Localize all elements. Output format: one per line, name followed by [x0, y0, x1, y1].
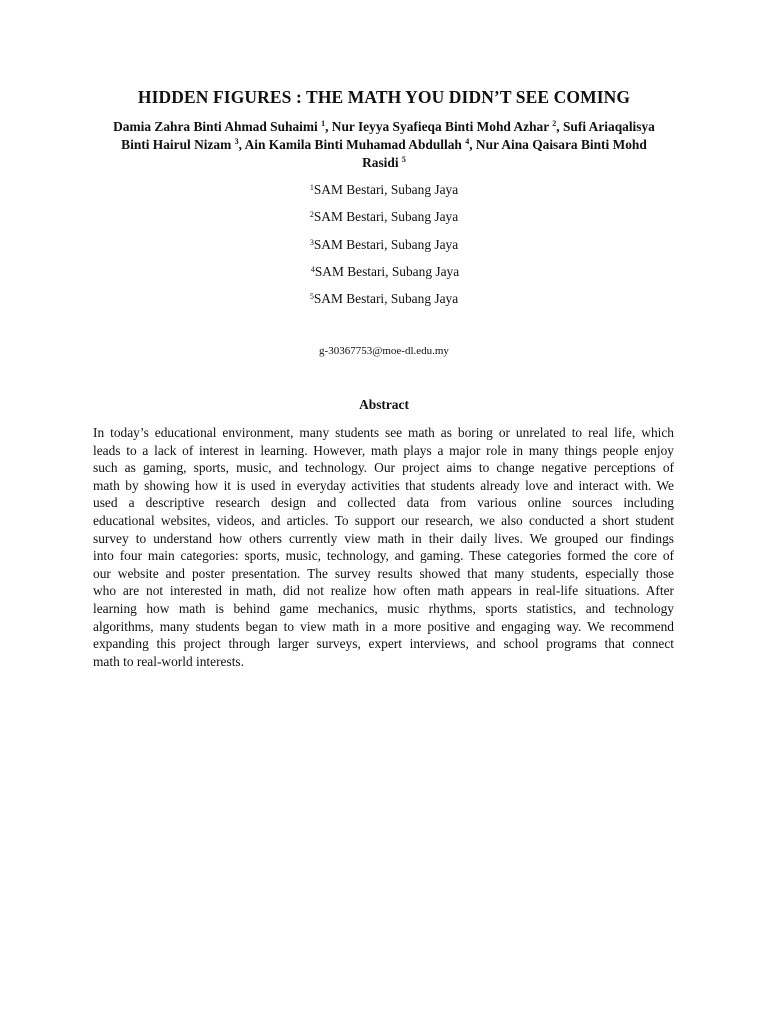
affiliation-text: SAM Bestari, Subang Jaya — [313, 182, 459, 197]
abstract-line: learning how math is behind game mechanics, music rhythms, sports statistics, and technology — [93, 600, 674, 616]
author-superscript: 5 — [401, 155, 406, 164]
affiliation-2 — [0, 209, 768, 225]
author-superscript: 1 — [321, 119, 326, 128]
author-text: Binti Hairul Nizam — [121, 137, 235, 152]
abstract-line: such as gaming, sports, music, and technology. Our project aims to change negative perceptions of — [93, 460, 674, 476]
contact-email: g-30367753@moe-dl.edu.my — [319, 345, 449, 357]
author-line-3 — [92, 154, 676, 172]
author-text: , Ain Kamila Binti Muhamad Abdullah — [238, 137, 466, 152]
author-list — [92, 118, 676, 172]
affiliation-number: 5 — [309, 292, 314, 301]
author-text: Rasidi — [362, 155, 402, 170]
abstract-line: our website and poster presentation. The survey results showed that many students, especially those — [93, 565, 674, 581]
affiliation-3 — [0, 237, 768, 253]
abstract-line: math by showing how it is used in everyday activities that students already love and interact with. We — [93, 477, 674, 493]
affiliation-5 — [0, 291, 768, 307]
author-text: , Nur Aina Qaisara Binti Mohd — [469, 137, 647, 152]
paper-title: HIDDEN FIGURES : THE MATH YOU DIDN’T SEE COMING — [137, 87, 631, 107]
author-superscript: 4 — [465, 137, 470, 146]
affiliation-text: SAM Bestari, Subang Jaya — [313, 291, 459, 306]
abstract-heading: Abstract — [359, 397, 409, 412]
author-superscript: 3 — [234, 137, 239, 146]
affiliation-number: 4 — [310, 265, 315, 274]
author-line-1 — [92, 118, 676, 136]
abstract-line: who are not interested in math, did not realize how often math appears in real-life situations. After — [93, 583, 674, 599]
abstract-line: expanding this project through larger surveys, expert interviews, and school programs that connect — [93, 636, 674, 652]
abstract-body — [93, 424, 674, 670]
abstract-line: leads to a lack of interest in learning. However, math plays a major role in many things people enjoy — [93, 442, 674, 458]
affiliation-4 — [0, 264, 768, 280]
affiliation-text: SAM Bestari, Subang Jaya — [313, 237, 459, 252]
abstract-line: into four main categories: sports, music, technology, and gaming. These categories formed the core of — [93, 548, 674, 564]
affiliation-number: 3 — [309, 238, 314, 247]
author-text: , Nur Ieyya Syafieqa Binti Mohd Azhar — [325, 119, 553, 134]
author-superscript: 2 — [552, 119, 557, 128]
affiliation-1 — [0, 182, 768, 198]
affiliation-number: 2 — [309, 210, 314, 219]
author-line-2 — [92, 136, 676, 154]
abstract-line: In today’s educational environment, many students see math as boring or unrelated to real life, which — [93, 425, 674, 440]
affiliation-text: SAM Bestari, Subang Jaya — [313, 209, 459, 224]
author-text: Damia Zahra Binti Ahmad Suhaimi — [113, 119, 322, 134]
affiliation-text: SAM Bestari, Subang Jaya — [314, 264, 460, 279]
abstract-line: used a descriptive research design and collected data from various online sources including — [93, 495, 674, 511]
abstract-line: math to real-world interests. — [93, 653, 244, 669]
abstract-line: algorithms, many students began to view math in a more positive and engaging way. We recommend — [93, 618, 674, 634]
abstract-line: educational websites, videos, and articles. To support our research, we also conducted a short student — [93, 512, 674, 528]
author-text: , Sufi Ariaqalisya — [556, 119, 655, 134]
affiliation-number: 1 — [309, 183, 314, 192]
abstract-line: survey to understand how others currently view math in their daily lives. We grouped our findings — [93, 530, 674, 546]
